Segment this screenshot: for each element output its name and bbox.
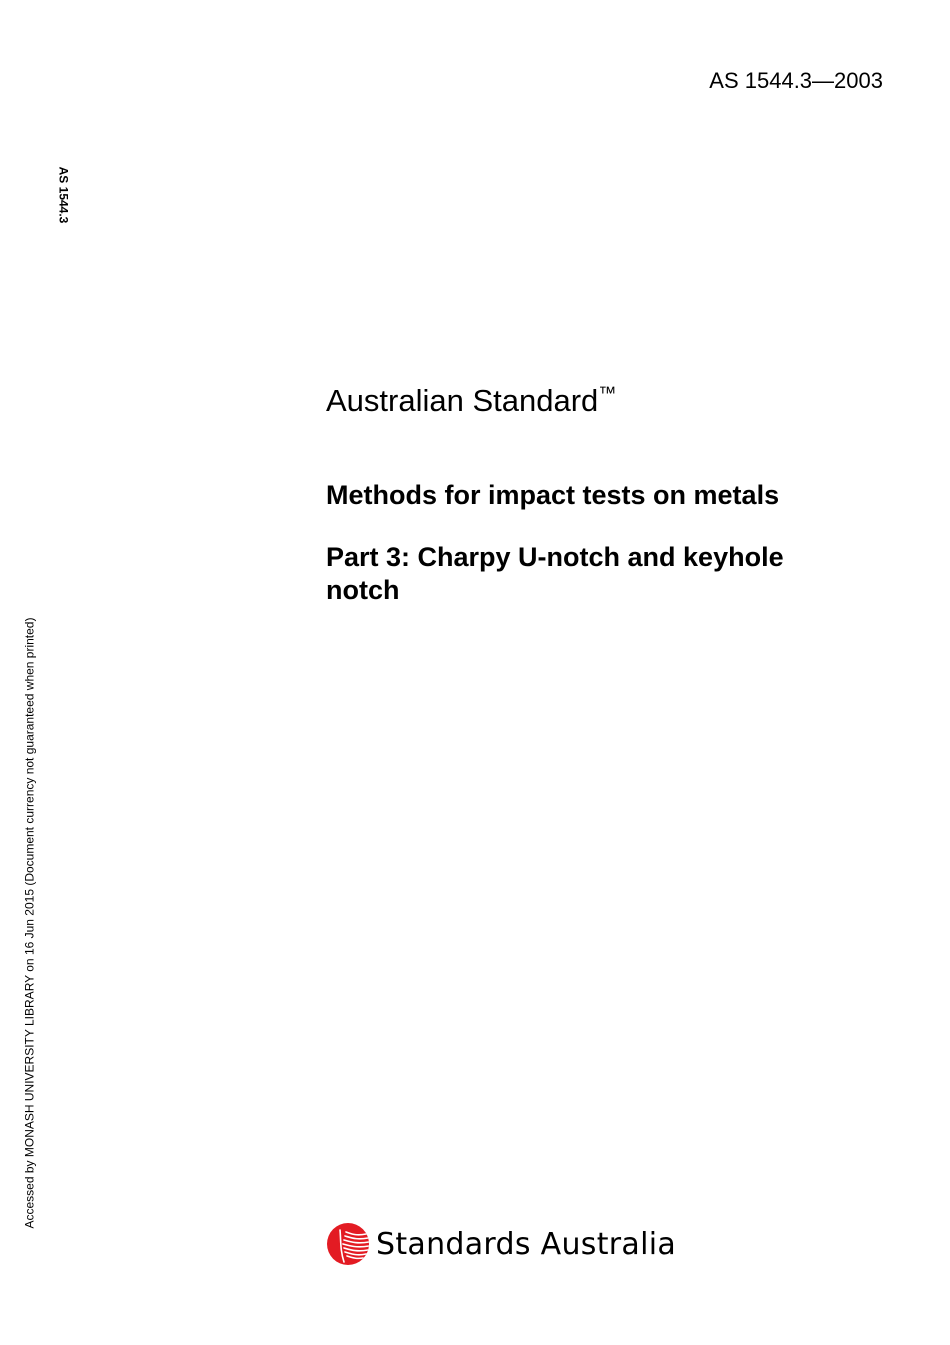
access-notice-text: Accessed by MONASH UNIVERSITY LIBRARY on 16 Jun 2015 (Document currency not guaranteed when printed) <box>22 617 37 1229</box>
document-number: AS 1544.3—2003 <box>709 68 883 93</box>
spine-label-text: AS 1544.3 <box>56 166 70 224</box>
document-title: Methods for impact tests on metals <box>326 480 780 510</box>
spine-label <box>53 160 73 230</box>
trademark-symbol: ™ <box>598 383 617 403</box>
document-subtitle: Part 3: Charpy U-notch and keyhole notch <box>326 542 784 605</box>
publisher-name: Standards Australia <box>376 1226 677 1262</box>
standard-type-heading <box>326 374 616 420</box>
standards-australia-globe-icon <box>326 1222 370 1266</box>
access-notice <box>20 597 38 1249</box>
standard-type-text: Australian Standard <box>326 383 599 418</box>
publisher-logo <box>326 1222 676 1266</box>
